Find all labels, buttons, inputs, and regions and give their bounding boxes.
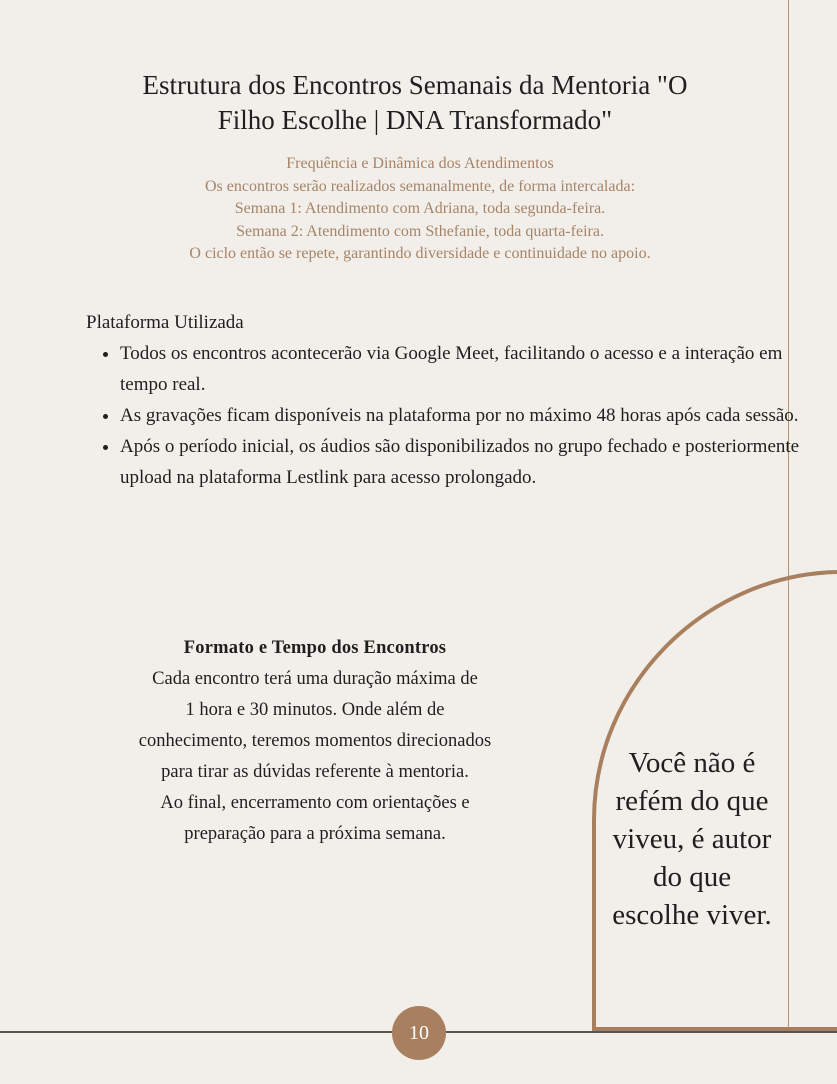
format-line: Ao final, encerramento com orientações e [160,793,470,813]
list-item: • As gravações ficam disponíveis na plataforma por no máximo 48 horas após cada sessão. [120,400,810,431]
format-line: preparação para a próxima semana. [184,824,446,844]
format-section [90,633,540,850]
format-line: conhecimento, teremos momentos direcionados [138,731,492,751]
frequency-line: Semana 2: Atendimento com Sthefanie, toda quarta-feira. [236,222,604,240]
frequency-line: Semana 1: Atendimento com Adriana, toda segunda-feira. [234,200,606,217]
platform-heading: Plataforma Utilizada [86,312,244,333]
list-item: • Após o período inicial, os áudios são disponibilizados no grupo fechado e posteriormente upload na plataforma Lestlink para acesso prolongado. [120,431,810,493]
quote-line: refém do que [615,785,769,817]
quote-line: do que [652,861,732,893]
frequency-section [60,153,780,266]
frequency-heading: Frequência e Dinâmica dos Atendimentos [286,155,554,172]
format-line: para tirar as dúvidas referente à mentoria. [161,762,469,782]
frequency-line: Os encontros serão realizados semanalmente, de forma intercalada: [204,177,636,195]
quote-line: viveu, é autor [612,823,772,855]
format-line: Cada encontro terá uma duração máxima de [152,669,478,689]
page-title [60,68,770,138]
list-item: • Todos os encontros acontecerão via Google Meet, facilitando o acesso e a interação em tempo real. [120,338,810,400]
format-line: 1 hora e 30 minutos. Onde além de [185,700,445,720]
page-number-badge: 10 [392,1006,446,1060]
title-line-2: Filho Escolhe | DNA Transformado" [217,105,613,135]
quote-text [598,744,786,934]
quote-line: Você não é [628,747,756,779]
format-title: Formato e Tempo dos Encontros [183,638,447,658]
platform-list [86,338,810,493]
frequency-line: O ciclo então se repete, garantindo diversidade e continuidade no apoio. [189,245,651,262]
title-line-1: Estrutura dos Encontros Semanais da Mentoria "O [142,70,688,100]
quote-line: escolhe viver. [612,899,772,931]
